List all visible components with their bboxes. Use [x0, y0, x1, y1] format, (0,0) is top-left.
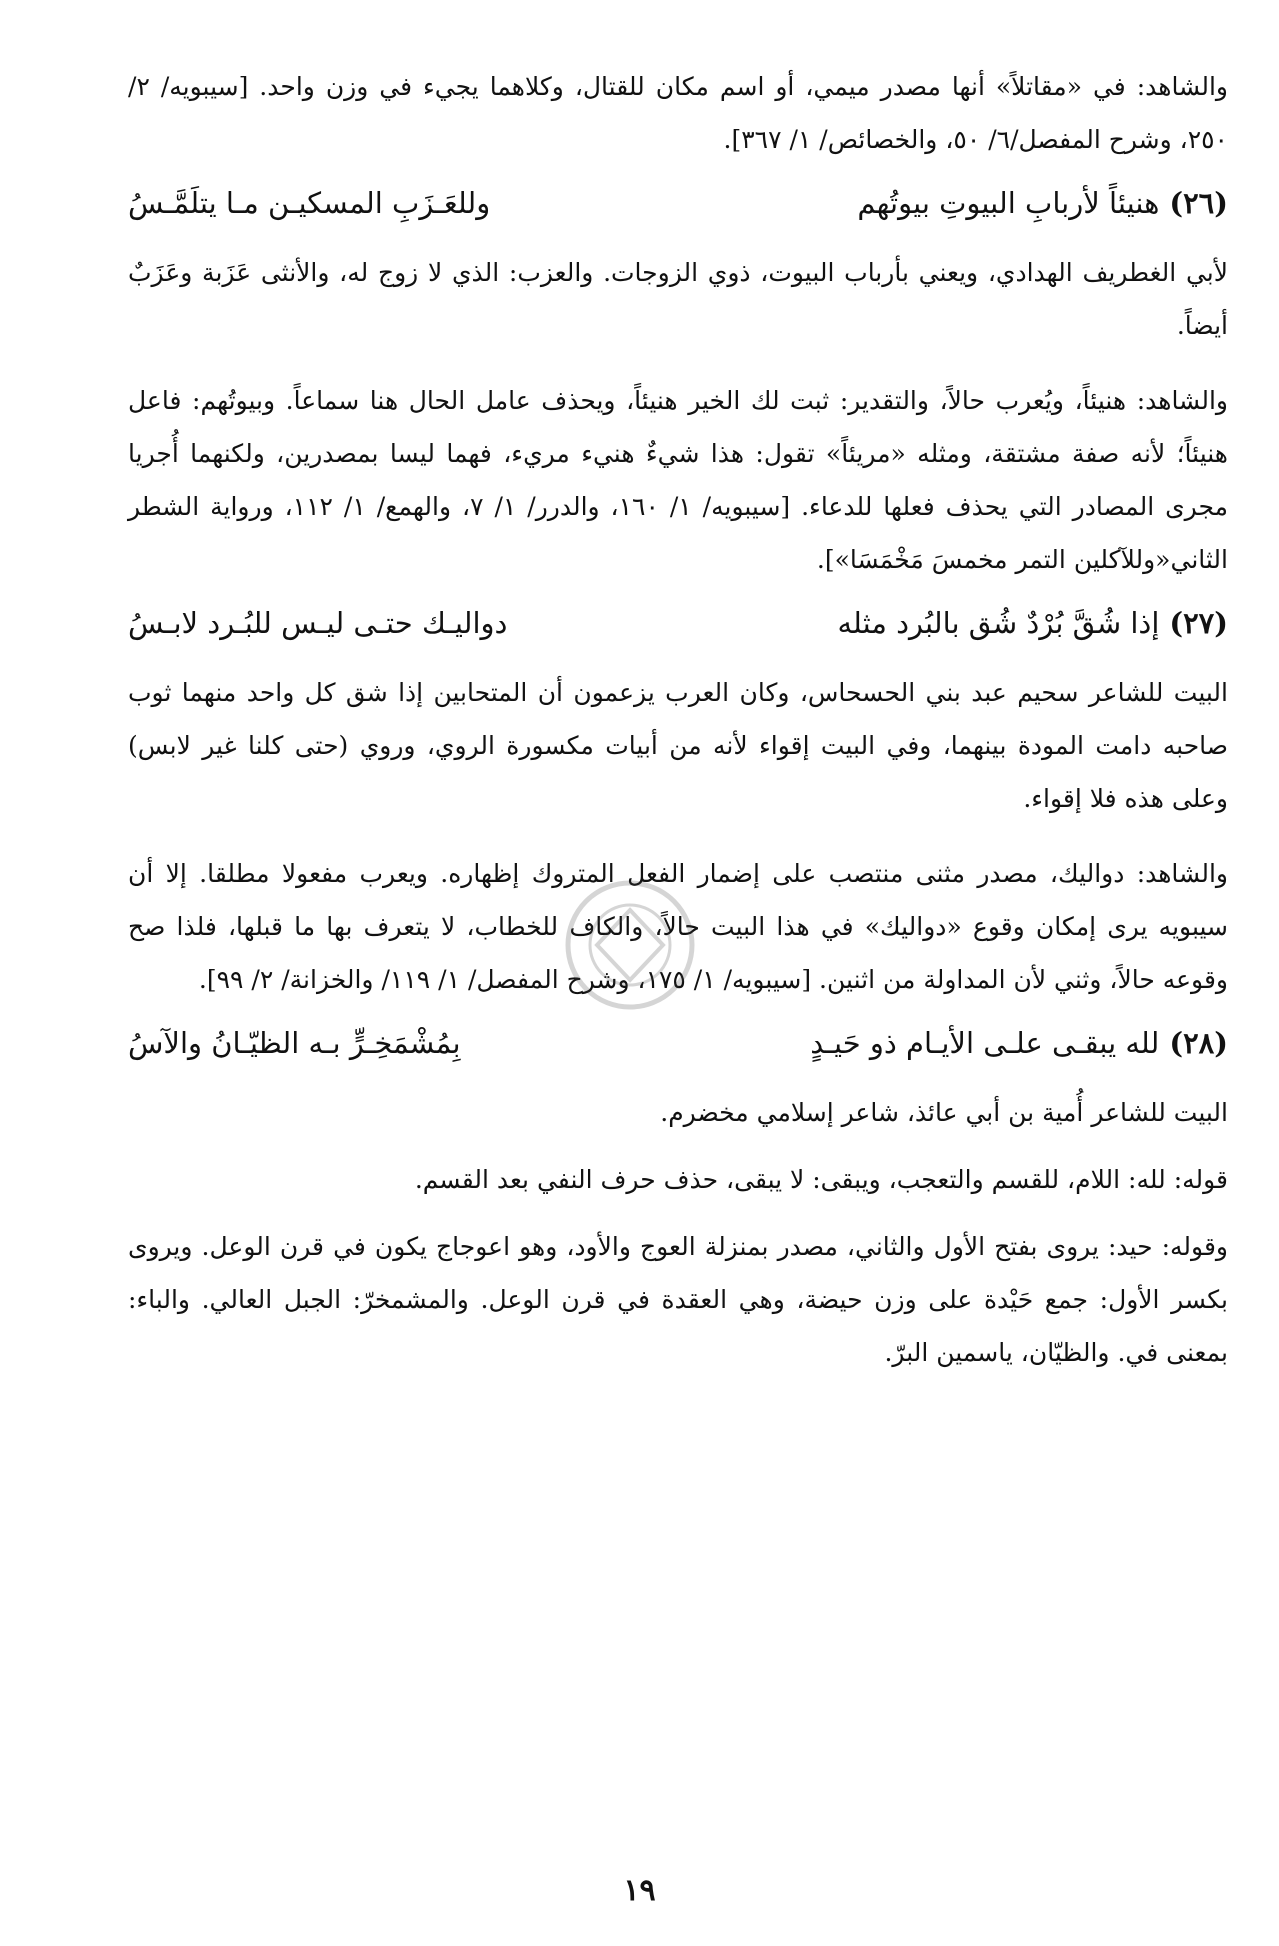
- verse-first-hemistich: إذا شُقَّ بُرْدٌ شُق بالبُرد مثله: [837, 606, 1160, 640]
- verse-second-hemistich: بِمُشْمَخِـرٍّ بـه الظيّـانُ والآسُ: [128, 1026, 461, 1060]
- paragraph-shahid-muqatalan: والشاهد: في «مقاتلاً» أنها مصدر ميمي، أو اسم مكان للقتال، وكلاهما يجيء في وزن واحد. [سيبويه/ ٢/ ٢٥٠، وشرح المفصل/٦/ ٥٠، والخصائص/ ١/ ٣٦٧].: [128, 72, 1228, 154]
- verse-27: [128, 594, 1228, 652]
- paragraph-verse-26-shahid: والشاهد: هنيئاً، ويُعرب حالاً، والتقدير: ثبت لك الخير هنيئاً، ويحذف عامل الحال هنا سماعاً. وبيوتُهم: فاعل هنيئاً؛ لأنه صفة مشتقة، ومثله «مريئاً» تقول: هذا شيءٌ هنيء مريء، فهما ليسا بمصدرين، ولكنهما أُجريا مجرى المصادر التي يحذف فعلها للدعاء. [سيبويه/ ١/ ١٦٠، والدرر/ ١/ ٧، والهمع/ ١/ ١١٢، ورواية الشطر الثاني«وللآكلين التمر مخمسَ مَخْمَسَا»].: [128, 386, 1229, 574]
- verse-second-hemistich: دواليـك حتـى ليـس للبُـرد لابـسُ: [128, 606, 508, 640]
- verse-number: (٢٧): [1169, 606, 1228, 640]
- paragraph-verse-27-shahid: والشاهد: دواليك، مصدر مثنى منتصب على إضمار الفعل المتروك إظهاره. ويعرب مفعولا مطلقا. إلا أن سيبويه يرى إمكان وقوع «دواليك» في هذا البيت حالاً، والكاف للخطاب، لا يتعرف بها ما قبلها، فلذا صح وقوعه حالاً، وثني لأن المداولة من اثنين. [سيبويه/ ١/ ١٧٥، وشرح المفصل/ ١/ ١١٩/ والخزانة/ ٢/ ٩٩].: [128, 859, 1228, 994]
- library-seal-watermark: [555, 870, 705, 1020]
- paragraph-verse-28-attribution: البيت للشاعر أُمية بن أبي عائذ، شاعر إسلامي مخضرم.: [660, 1098, 1228, 1127]
- page-number: ١٩: [623, 1873, 656, 1908]
- verse-first-hemistich: هنيئاً لأربابِ البيوتِ بيوتُهم: [857, 186, 1160, 220]
- verse-number: (٢٨): [1169, 1026, 1228, 1060]
- page-body: [128, 60, 1228, 1379]
- verse-number: (٢٦): [1169, 186, 1228, 220]
- paragraph-verse-28-note-lillah: قوله: لله: اللام، للقسم والتعجب، ويبقى: لا يبقى، حذف حرف النفي بعد القسم.: [414, 1165, 1228, 1194]
- paragraph-verse-28-note-hayd: وقوله: حيد: يروى بفتح الأول والثاني، مصدر بمنزلة العوج والأود، وهو اعوجاج يكون في قرن الوعل. ويروى بكسر الأول: جمع حَيْدة على وزن حيضة، وهي العقدة في قرن الوعل. والمشمخرّ: الجبل العالي. والباء: بمعنى في. والظيّان، ياسمين البرّ.: [128, 1232, 1228, 1367]
- verse-28: [128, 1014, 1228, 1072]
- paragraph-verse-26-attribution: لأبي الغطريف الهدادي، ويعني بأرباب البيوت، ذوي الزوجات. والعزب: الذي لا زوج له، والأنثى عَزَبة وعَزَبٌ أيضاً.: [128, 258, 1228, 340]
- verse-second-hemistich: وللعَـزَبِ المسكيـن مـا يتلَمَّـسُ: [128, 186, 491, 220]
- paragraph-verse-27-attribution: البيت للشاعر سحيم عبد بني الحسحاس، وكان العرب يزعمون أن المتحابين إذا شق كل واحد منهما ثوب صاحبه دامت المودة بينهما، وفي البيت إقواء لأنه من أبيات مكسورة الروي، وروي (حتى كلنا غير لابس) وعلى هذه فلا إقواء.: [128, 678, 1228, 813]
- verse-26: [128, 174, 1228, 232]
- verse-first-hemistich: لله يبقـى علـى الأيـام ذو حَيـدٍ: [810, 1026, 1160, 1060]
